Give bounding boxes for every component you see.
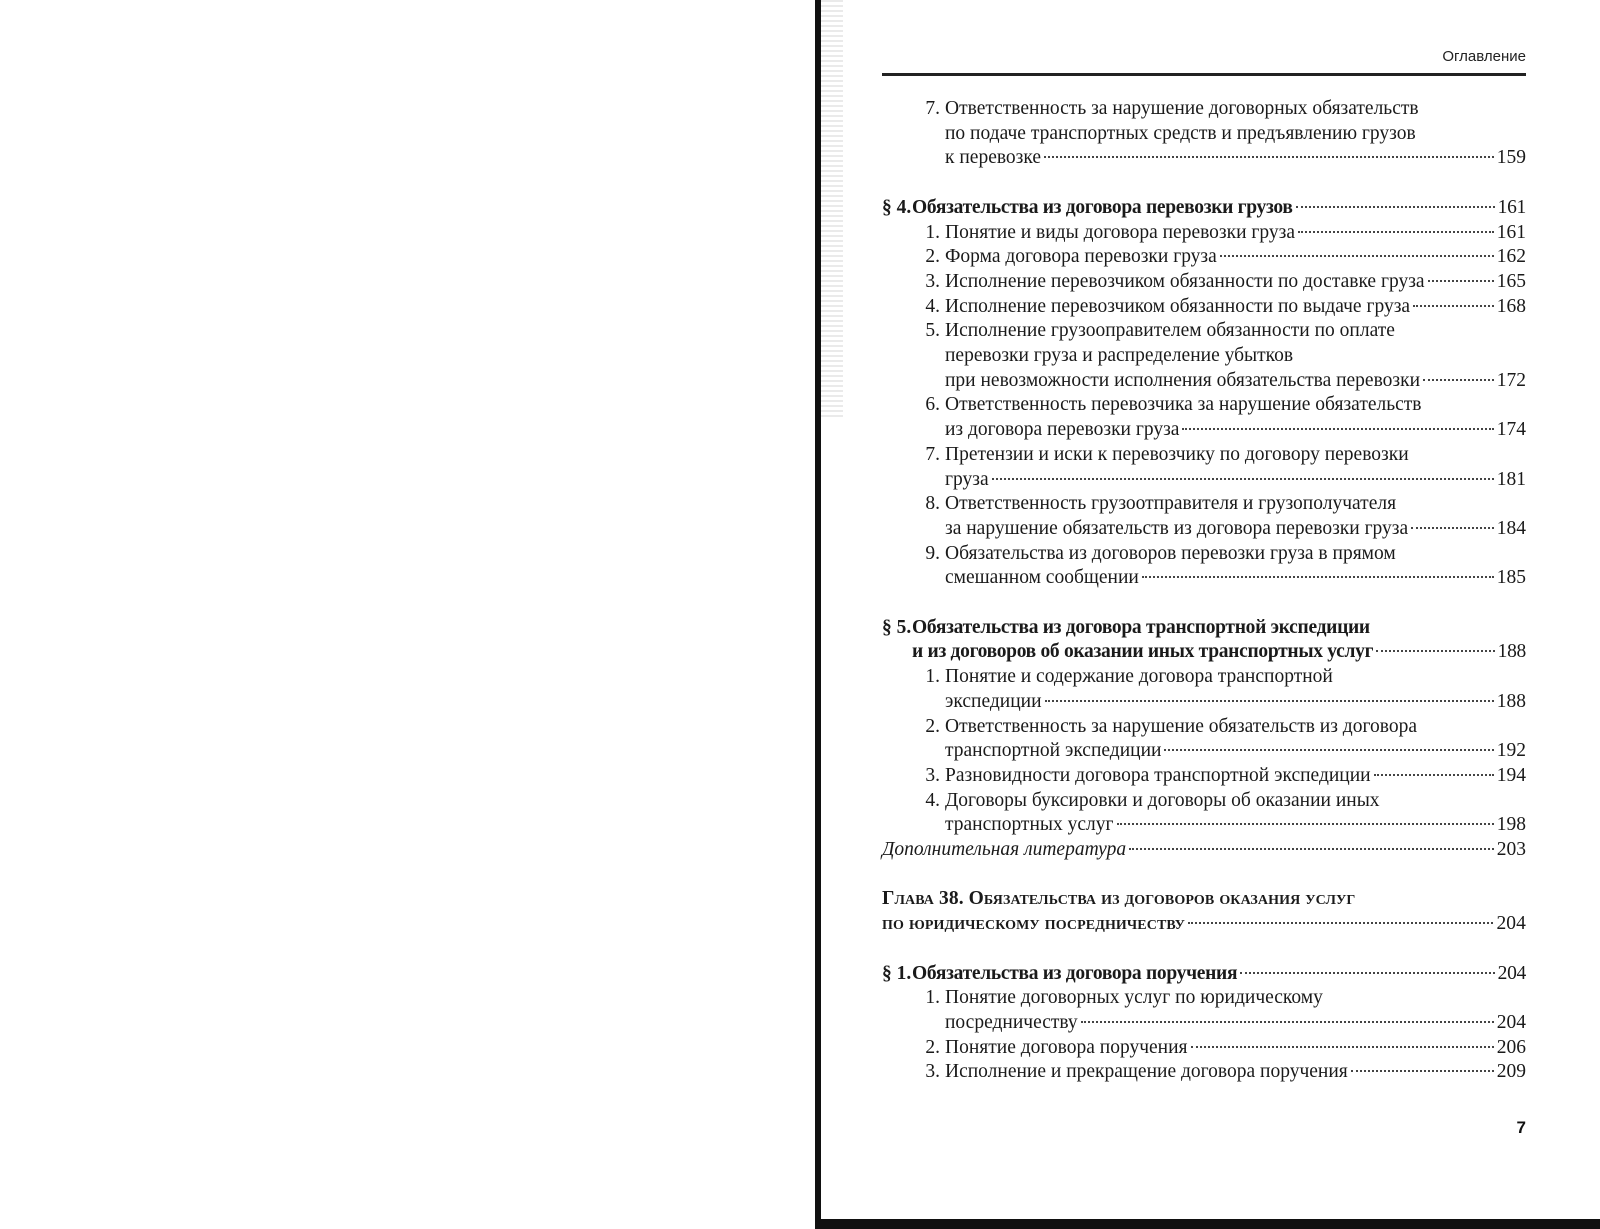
toc-entry-title-line: Исполнение грузооправителем обязанности по оплате <box>945 320 1395 342</box>
dot-leader <box>1411 527 1494 529</box>
toc-entry-number: 4. <box>925 295 940 317</box>
toc-entry-title-line: Договоры буксировки и договоры об оказании иных <box>945 789 1380 811</box>
toc-entry-page: 168 <box>1496 295 1526 317</box>
toc-entry-page: 204 <box>1496 1011 1526 1033</box>
toc-entry-title-line: за нарушение обязательств из договора перевозки груза <box>945 517 1409 539</box>
toc-entry-title-line: Понятие договорных услуг по юридическому <box>945 987 1323 1009</box>
dot-leader <box>1081 1021 1494 1023</box>
toc-entry-page: 159 <box>1496 147 1526 169</box>
toc-entry-item[interactable] <box>882 492 1526 541</box>
toc-entry-title-line: Ответственность за нарушение договорных обязательств <box>945 98 1419 119</box>
toc-entry-number: 3. <box>925 764 940 786</box>
toc-entry-item[interactable] <box>882 665 1526 714</box>
toc-entry-item[interactable] <box>882 221 1526 246</box>
dot-leader <box>1182 428 1493 430</box>
toc-entry-lit[interactable] <box>882 838 1526 863</box>
toc-entry-number: 7. <box>925 443 940 465</box>
toc-entry-page: 185 <box>1496 567 1526 589</box>
dot-leader <box>1413 305 1494 307</box>
toc-spacer <box>882 937 1526 962</box>
dot-leader <box>1423 379 1494 381</box>
toc-entry-page: 161 <box>1496 221 1526 243</box>
toc-entry-page: 174 <box>1496 419 1526 441</box>
toc-entry-page: 188 <box>1496 690 1526 712</box>
toc-entry-number: 6. <box>925 394 940 416</box>
toc-entry-item[interactable] <box>882 1036 1526 1061</box>
toc-entry-number: 1. <box>925 987 940 1009</box>
running-title: Оглавление <box>1442 48 1526 65</box>
toc-spacer <box>882 863 1526 888</box>
toc-entry-number: 4. <box>925 789 940 811</box>
toc-entry-section[interactable] <box>882 962 1526 987</box>
toc-entry-item[interactable] <box>882 443 1526 492</box>
toc-entry-number: 2. <box>925 715 940 737</box>
toc-entry-title-line: Обязательства из договора транспортной экспедиции <box>912 616 1370 638</box>
toc-entry-title-line: Дополнительная литература <box>882 839 1127 861</box>
toc-entry-chapter[interactable] <box>882 887 1526 936</box>
dot-leader <box>992 478 1494 480</box>
toc-entry-title-line: по подаче транспортных средств и предъявлению грузов <box>945 122 1416 144</box>
toc-entry-item[interactable] <box>882 542 1526 591</box>
toc-entry-number: § 4. <box>882 196 912 218</box>
dot-leader <box>1191 1046 1494 1048</box>
toc-entry-title-line: Обязательства из договора поручения <box>912 962 1238 984</box>
toc-entry-title-line: и из договоров об оказании иных транспортных услуг <box>912 641 1374 663</box>
toc-entry-title-line: экспедиции <box>945 690 1042 712</box>
dot-leader <box>1188 922 1493 924</box>
toc-entry-page: 165 <box>1496 270 1526 292</box>
toc-entry-number: 9. <box>925 542 940 564</box>
toc-entry-page: 161 <box>1497 196 1526 218</box>
toc-entry-title-line: Понятие договора поручения <box>945 1036 1188 1058</box>
dot-leader <box>1374 774 1494 776</box>
toc-entry-title-line: по юридическому посредничеству <box>882 913 1186 935</box>
toc-entry-item[interactable] <box>882 270 1526 295</box>
toc-entry-page: 184 <box>1496 517 1526 539</box>
toc-entry-number: 8. <box>925 493 940 515</box>
dot-leader <box>1296 206 1495 208</box>
toc-entry-page: 204 <box>1496 913 1526 935</box>
toc-entry-title-line: при невозможности исполнения обязательства перевозки <box>945 369 1421 391</box>
toc-entry-title-line: Форма договора перевозки груза <box>945 246 1217 268</box>
dot-leader <box>1142 576 1494 578</box>
toc-entry-page: 198 <box>1496 814 1526 836</box>
toc-entry-page: 194 <box>1496 764 1526 786</box>
toc-entry-number: 3. <box>925 270 940 292</box>
toc-entry-number: § 5. <box>882 616 912 638</box>
toc-entry-title-line: Понятие и виды договора перевозки груза <box>945 221 1296 243</box>
dot-leader <box>1117 823 1494 825</box>
toc-entry-item[interactable] <box>882 986 1526 1035</box>
dot-leader <box>1351 1070 1494 1072</box>
toc-entry-title-line: Претензии и иски к перевозчику по договору перевозки <box>945 443 1409 465</box>
toc-entry-title-line: Обязательства из договора перевозки грузов <box>912 196 1293 218</box>
toc-entry-title-line: к перевозке <box>945 147 1042 169</box>
toc-entry-title-line: Понятие и содержание договора транспортной <box>945 666 1333 688</box>
header-rule <box>882 73 1526 76</box>
toc-entry-number: 5. <box>925 320 940 342</box>
scan-noise <box>821 0 843 420</box>
toc-entry-page: 181 <box>1496 468 1526 490</box>
toc-entry-page: 203 <box>1496 839 1526 861</box>
toc-entry-item[interactable] <box>882 97 1526 171</box>
dot-leader <box>1428 280 1494 282</box>
toc-entry-number: 7. <box>925 98 940 119</box>
scan-bottom-edge <box>815 1219 1600 1229</box>
toc-entry-page: 209 <box>1496 1061 1526 1083</box>
page-number: 7 <box>1516 1118 1526 1137</box>
toc-entry-item[interactable] <box>882 789 1526 838</box>
toc-entry-item[interactable] <box>882 1060 1526 1085</box>
dot-leader <box>1164 749 1493 751</box>
toc-entry-item[interactable] <box>882 393 1526 442</box>
toc-entry-title-line: Исполнение и прекращение договора поручения <box>945 1061 1348 1083</box>
toc-spacer <box>882 591 1526 616</box>
toc-entry-title-line: транспортной экспедиции <box>945 740 1162 762</box>
toc-entry-title-line: посредничеству <box>945 1011 1078 1033</box>
toc-entry-number: 1. <box>925 221 940 243</box>
toc-entry-title-line: транспортных услуг <box>945 814 1114 836</box>
table-of-contents <box>882 97 1526 1085</box>
toc-entry-title-line: Глава 38. Обязательства из договоров оказания услуг <box>882 888 1356 910</box>
toc-entry-page: 172 <box>1496 369 1526 391</box>
toc-entry-title-line: Ответственность перевозчика за нарушение обязательств <box>945 394 1422 416</box>
toc-entry-item[interactable] <box>882 319 1526 393</box>
toc-entry-title-line: Исполнение перевозчиком обязанности по доставке груза <box>945 270 1425 292</box>
toc-entry-number: § 1. <box>882 962 912 984</box>
dot-leader <box>1376 650 1494 652</box>
toc-entry-page: 188 <box>1497 641 1526 663</box>
toc-entry-section[interactable] <box>882 196 1526 221</box>
toc-entry-item[interactable] <box>882 715 1526 764</box>
dot-leader <box>1045 700 1494 702</box>
toc-entry-title-line: груза <box>945 468 989 490</box>
dot-leader <box>1044 156 1494 158</box>
toc-entry-title-line: из договора перевозки груза <box>945 419 1180 441</box>
toc-spacer <box>882 171 1526 196</box>
toc-entry-number: 1. <box>925 666 940 688</box>
toc-entry-title-line: перевозки груза и распределение убытков <box>945 345 1294 367</box>
toc-entry-title-line: Исполнение перевозчиком обязанности по выдаче груза <box>945 295 1411 317</box>
toc-entry-page: 206 <box>1496 1036 1526 1058</box>
toc-entry-number: 2. <box>925 246 940 268</box>
dot-leader <box>1129 848 1494 850</box>
toc-entry-number: 3. <box>925 1061 940 1083</box>
toc-entry-page: 204 <box>1497 962 1526 984</box>
toc-entry-item[interactable] <box>882 295 1526 320</box>
dot-leader <box>1240 972 1494 974</box>
toc-entry-title-line: Разновидности договора транспортной экспедиции <box>945 764 1371 786</box>
toc-entry-title-line: Обязательства из договоров перевозки груза в прямом <box>945 542 1396 564</box>
toc-entry-item[interactable] <box>882 764 1526 789</box>
toc-entry-title-line: смешанном сообщении <box>945 567 1139 589</box>
dot-leader <box>1220 255 1494 257</box>
toc-entry-item[interactable] <box>882 245 1526 270</box>
toc-entry-page: 192 <box>1496 740 1526 762</box>
toc-entry-section[interactable] <box>882 616 1526 665</box>
toc-entry-page: 162 <box>1496 246 1526 268</box>
toc-entry-title-line: Ответственность за нарушение обязательств из договора <box>945 715 1417 737</box>
dot-leader <box>1298 231 1494 233</box>
toc-entry-title-line: Ответственность грузоотправителя и грузополучателя <box>945 493 1397 515</box>
toc-entry-number: 2. <box>925 1036 940 1058</box>
